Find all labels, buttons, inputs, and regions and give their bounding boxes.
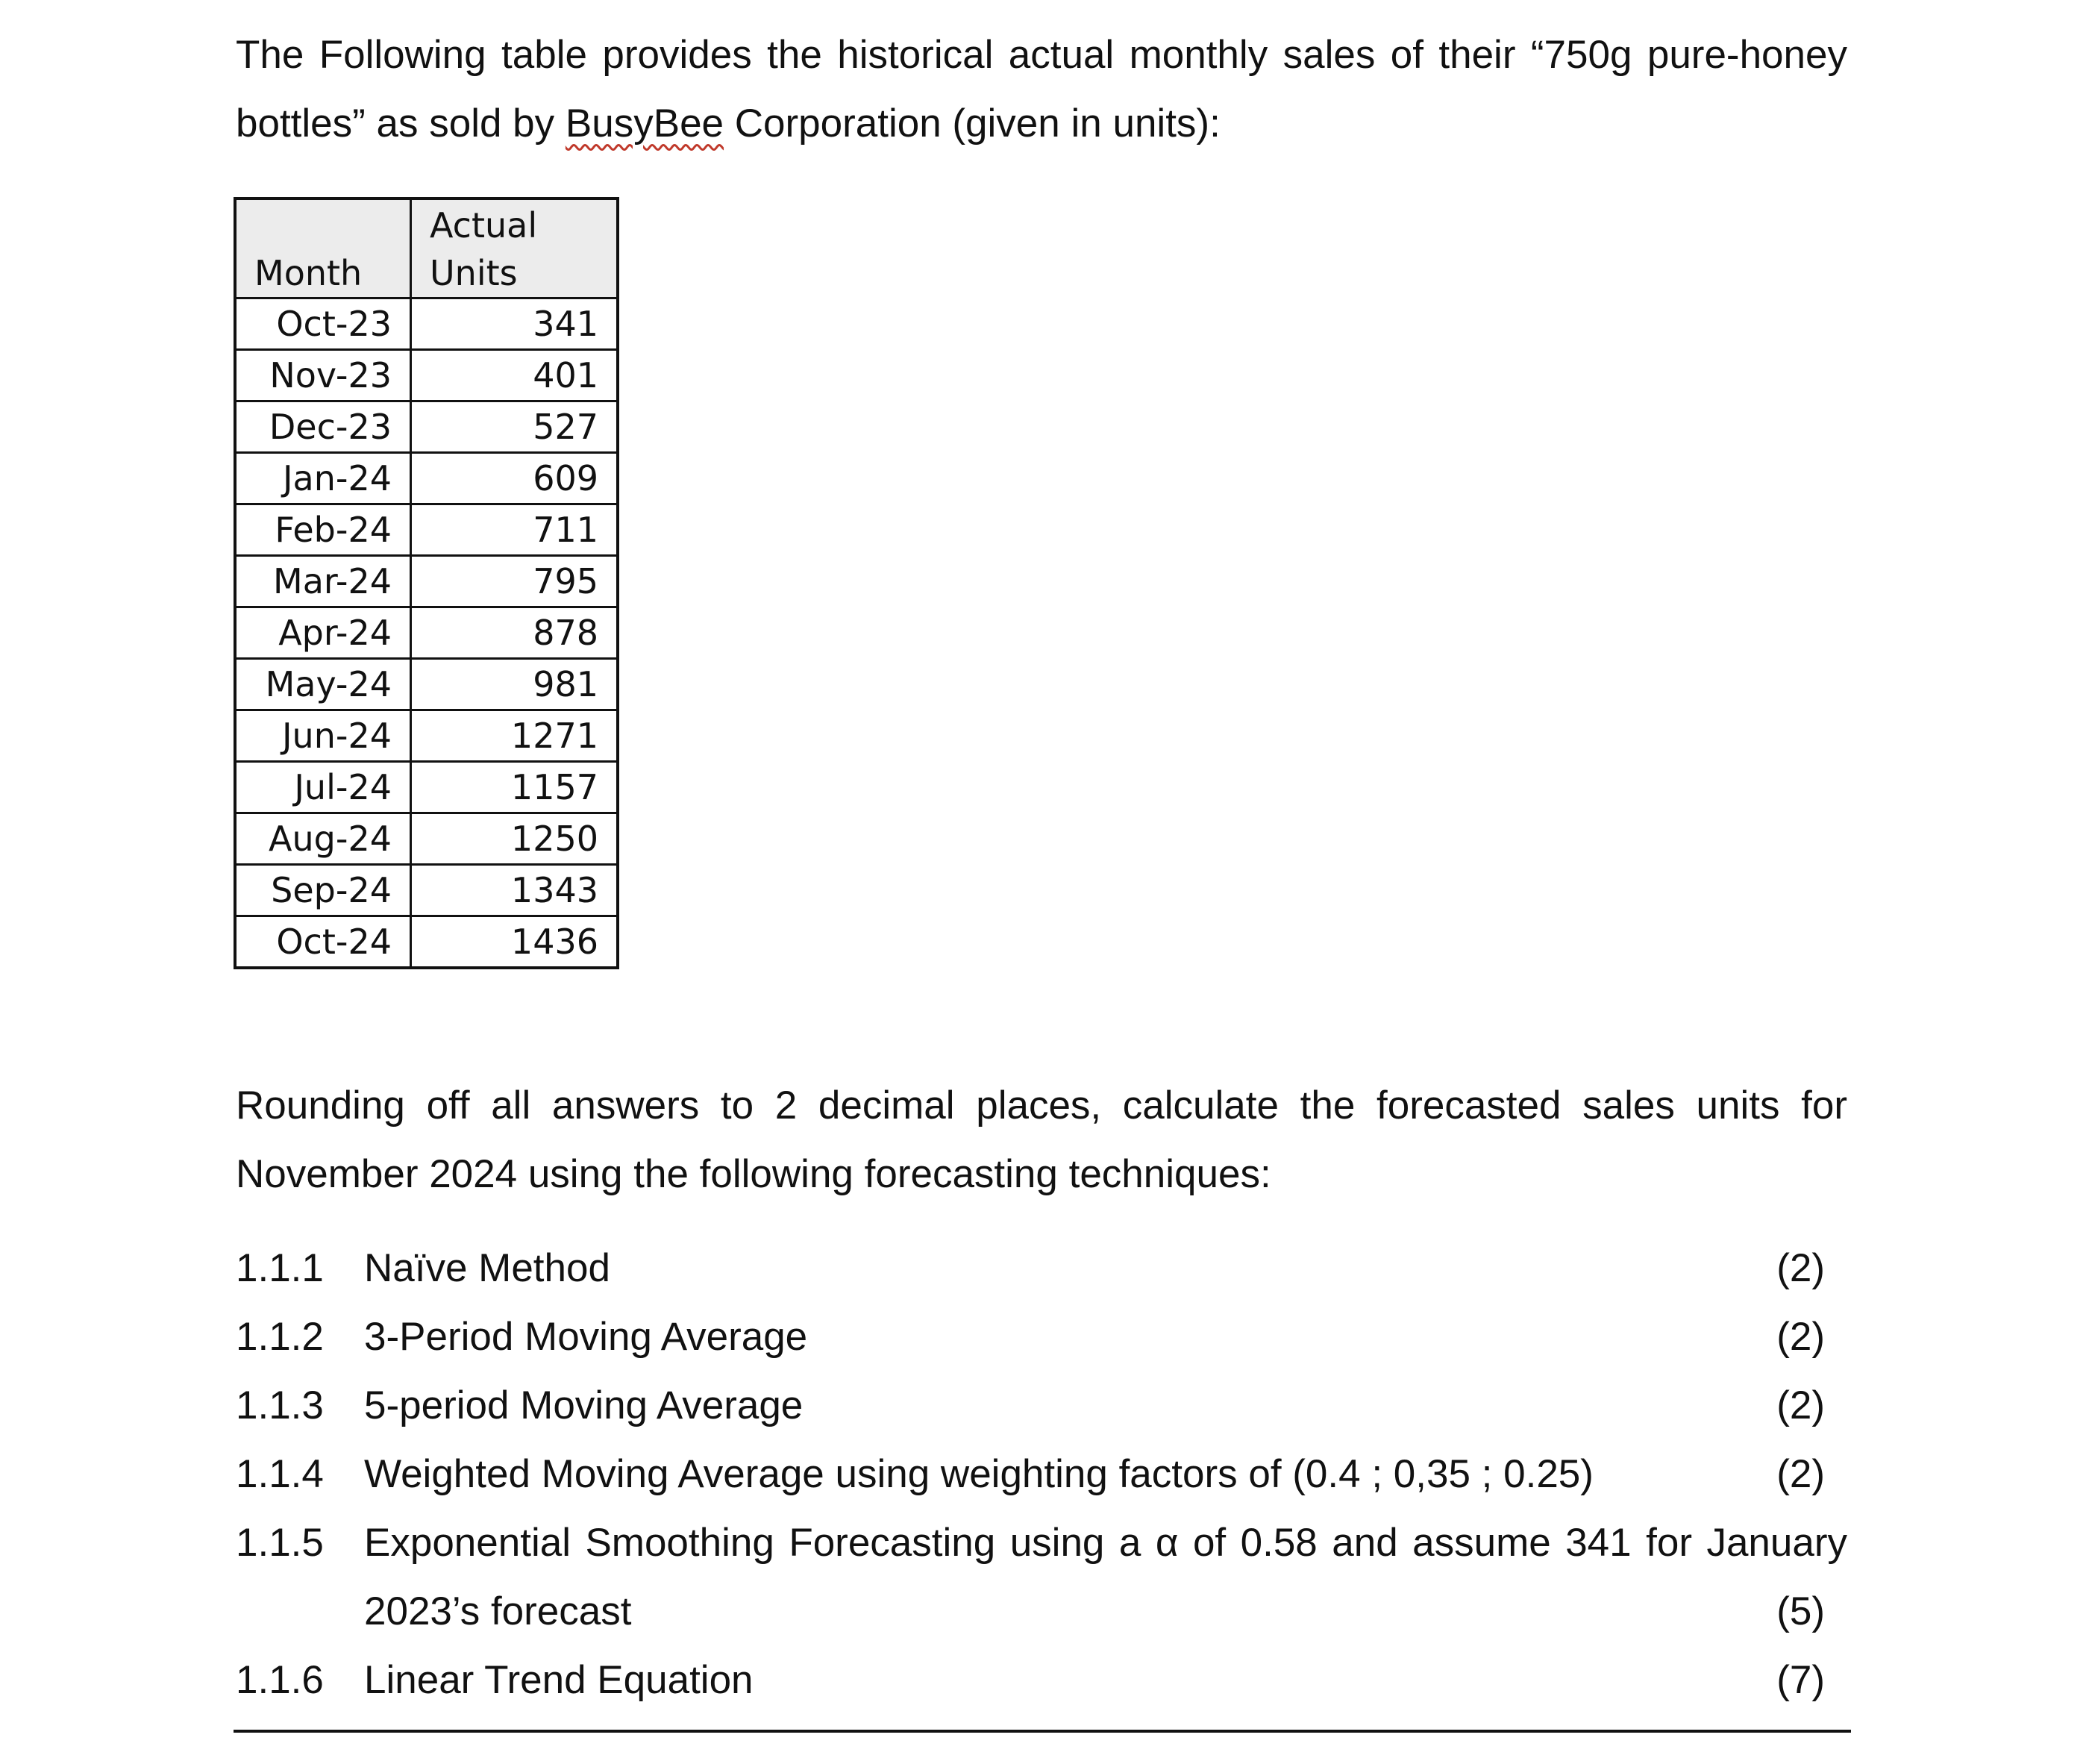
table-row [235, 659, 618, 710]
item-text: Weighted Moving Average using weighting factors of (0.4 ; 0,35 ; 0.25) [364, 1452, 1594, 1496]
item-number: 1.1.6 [236, 1658, 324, 1702]
list-item [236, 1509, 1847, 1646]
cell-units: 401 [411, 350, 618, 401]
company-name: BusyBee [565, 101, 724, 146]
cell-units: 609 [411, 453, 618, 504]
header-units-line1: Actual [430, 205, 538, 245]
list-item [236, 1646, 1847, 1715]
table-row [235, 865, 618, 916]
item-text-line1: Exponential Smoothing Forecasting using a α of 0.58 and assume 341 for January [364, 1521, 1847, 1565]
question-paragraph: Rounding off all answers to 2 decimal places, calculate the forecasted sales units for November 2024 using the following forecasting techniques: [236, 1083, 1847, 1196]
cell-month: Jun-24 [235, 710, 411, 762]
item-marks: (2) [1776, 1315, 1825, 1359]
table-row [235, 710, 618, 762]
table-row [235, 762, 618, 813]
item-number: 1.1.4 [236, 1452, 324, 1496]
cell-month: Aug-24 [235, 813, 411, 865]
item-marks: (7) [1776, 1658, 1825, 1702]
cell-month: Dec-23 [235, 401, 411, 453]
item-text: 5-period Moving Average [364, 1383, 804, 1427]
item-text [364, 1509, 1847, 1646]
cell-units: 981 [411, 659, 618, 710]
cell-units: 1436 [411, 916, 618, 969]
table-row [235, 607, 618, 659]
cell-month: Mar-24 [235, 556, 411, 607]
item-marks: (2) [1776, 1246, 1825, 1290]
cell-units: 878 [411, 607, 618, 659]
table-row [235, 401, 618, 453]
cell-month: Oct-23 [235, 298, 411, 350]
intro-text-part1: The Following table provides the historical actual monthly sales of their “750g pure-honey bottles” as sold by [236, 33, 1847, 146]
item-marks: (2) [1776, 1452, 1825, 1496]
cell-month: Sep-24 [235, 865, 411, 916]
question-items-list [236, 1234, 1847, 1715]
list-item [236, 1440, 1847, 1509]
intro-paragraph [236, 21, 1847, 158]
item-text: Linear Trend Equation [364, 1658, 754, 1702]
cell-month: Nov-23 [235, 350, 411, 401]
horizontal-rule [234, 1730, 1851, 1733]
item-text: Naïve Method [364, 1246, 610, 1290]
cell-units: 1271 [411, 710, 618, 762]
header-units-line2: Units [430, 253, 518, 293]
list-item [236, 1234, 1847, 1303]
item-marks: (5) [1776, 1589, 1825, 1633]
cell-month: Jan-24 [235, 453, 411, 504]
header-month: Month [235, 198, 411, 298]
item-number: 1.1.3 [236, 1383, 324, 1427]
cell-month: Oct-24 [235, 916, 411, 969]
item-number: 1.1.5 [236, 1521, 324, 1565]
table-header-row [235, 198, 618, 298]
item-text: 3-Period Moving Average [364, 1315, 808, 1359]
table-row [235, 556, 618, 607]
intro-text-part2: Corporation (given in units): [724, 101, 1221, 146]
sales-table [234, 197, 619, 969]
cell-units: 795 [411, 556, 618, 607]
item-number: 1.1.1 [236, 1246, 324, 1290]
table-row [235, 453, 618, 504]
table-row [235, 298, 618, 350]
cell-units: 1343 [411, 865, 618, 916]
item-number: 1.1.2 [236, 1315, 324, 1359]
cell-units: 1157 [411, 762, 618, 813]
cell-month: Jul-24 [235, 762, 411, 813]
table-row [235, 504, 618, 556]
table-row [235, 350, 618, 401]
header-actual-units [411, 198, 618, 298]
item-text-line2: 2023’s forecast [364, 1589, 632, 1633]
cell-units: 341 [411, 298, 618, 350]
table-row [235, 916, 618, 969]
cell-month: May-24 [235, 659, 411, 710]
cell-units: 1250 [411, 813, 618, 865]
table-row [235, 813, 618, 865]
cell-units: 711 [411, 504, 618, 556]
cell-month: Apr-24 [235, 607, 411, 659]
cell-month: Feb-24 [235, 504, 411, 556]
cell-units: 527 [411, 401, 618, 453]
item-marks: (2) [1776, 1383, 1825, 1427]
list-item [236, 1372, 1847, 1440]
list-item [236, 1303, 1847, 1372]
